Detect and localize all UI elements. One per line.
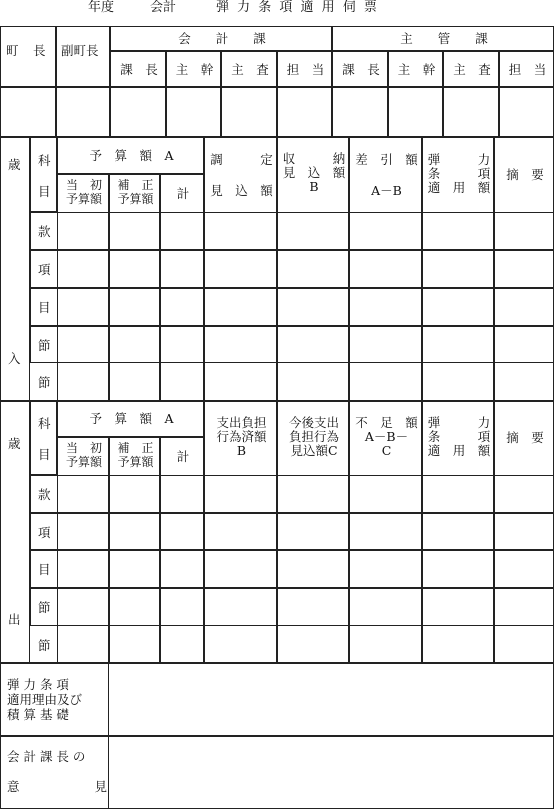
revenue-initial-1: 当 初	[65, 178, 102, 192]
expenditure-done-3: B	[236, 443, 247, 458]
expenditure-flex-1: 弾 力	[427, 415, 491, 430]
rev-row	[30, 212, 554, 250]
mayor-label: 町 長	[6, 43, 47, 58]
revenue-flex-3: 適 用 額	[427, 180, 491, 195]
rev-row	[30, 288, 554, 326]
expenditure-flex-3: 適 用 額	[427, 443, 491, 458]
expenditure-summary: 摘 要	[506, 430, 544, 445]
revenue-side-top: 歳	[8, 157, 21, 172]
expenditure-future-3: 見込額C	[290, 443, 338, 458]
role-label: 課 長	[342, 62, 380, 77]
revenue-flex-2: 条 項	[427, 166, 491, 181]
form-title: 弾 力 条 項 適 用 伺 票	[216, 0, 379, 15]
reason-label-1: 弾 力 条 項	[7, 677, 69, 692]
main-section-label: 主 管 課	[400, 31, 488, 46]
expenditure-item-moku: 目	[38, 447, 51, 462]
revenue-item-moku: 目	[38, 184, 51, 199]
revenue-adjusted-1: 調 定	[210, 152, 273, 167]
revenue-row-kou: 項	[38, 262, 51, 277]
opinion-block	[0, 736, 554, 809]
expenditure-side-top: 歳	[8, 436, 21, 451]
expenditure-future-2: 負担行為	[288, 429, 339, 444]
revenue-expected-1: 収 納	[282, 151, 346, 166]
rev-row	[30, 250, 554, 288]
revenue-diff-2: A－B	[371, 183, 402, 198]
expenditure-item-ka: 科	[38, 416, 51, 431]
revenue-summary: 摘 要	[506, 167, 544, 182]
revenue-expected-2: 見 込 額	[282, 165, 346, 180]
fiscal-year-label: 年度	[88, 0, 115, 15]
role-label: 主 査	[231, 62, 269, 77]
revenue-item-ka: 科	[38, 153, 51, 168]
role-label: 主 幹	[397, 62, 436, 77]
role-label: 担 当	[508, 62, 547, 77]
expenditure-row-setsu: 節	[38, 638, 51, 653]
expenditure-done-2: 行為済額	[216, 429, 267, 444]
expenditure-initial-1: 当 初	[65, 441, 102, 455]
revenue-item-head	[30, 137, 57, 212]
expenditure-shortage-1: 不 足 額	[355, 415, 418, 430]
expenditure-done-1: 支出負担	[216, 415, 267, 430]
exp-row	[30, 513, 554, 550]
revenue-row-setsu: 節	[38, 338, 51, 353]
expenditure-row-kan: 款	[38, 487, 51, 502]
revenue-diff-1: 差 引 額	[355, 152, 418, 167]
opinion-label-1: 会 計 課 長 の	[7, 749, 86, 764]
revenue-budget-a: 予 算 額 A	[89, 148, 174, 163]
revenue-expected-3: B	[309, 179, 319, 194]
revenue-adjusted-2: 見 込 額	[210, 183, 273, 198]
opinion-label-2: 意 見	[7, 779, 108, 794]
revenue-total: 計	[176, 186, 190, 201]
expenditure-side-bottom: 出	[8, 612, 21, 627]
reason-label-3: 積 算 基 礎	[7, 707, 69, 722]
expenditure-flex-2: 条 項	[427, 429, 491, 444]
expenditure-row-setsu: 節	[38, 600, 51, 615]
revenue-revised-2: 予算額	[117, 192, 154, 206]
role-label: 担 当	[286, 62, 325, 77]
exp-row	[30, 588, 554, 626]
expenditure-shortage-2: A－B－	[364, 429, 409, 444]
expenditure-row-moku: 目	[38, 562, 51, 577]
exp-row	[30, 475, 554, 513]
expenditure-total: 計	[176, 449, 190, 464]
revenue-row-setsu: 節	[38, 375, 51, 390]
expenditure-budget-a: 予 算 額 A	[89, 411, 174, 426]
expenditure-row-kou: 項	[38, 525, 51, 540]
expenditure-future-1: 今後支出	[288, 415, 339, 430]
role-label: 課 長	[120, 62, 158, 77]
role-label: 主 幹	[175, 62, 214, 77]
revenue-row-moku: 目	[38, 300, 51, 315]
revenue-row-kan: 款	[38, 224, 51, 239]
role-label: 主 査	[453, 62, 491, 77]
expenditure-revised-1: 補 正	[117, 441, 154, 455]
revenue-flex-1: 弾 力	[427, 152, 491, 167]
revenue-revised-1: 補 正	[117, 178, 154, 192]
expenditure-revised-2: 予算額	[117, 455, 154, 469]
revenue-initial-2: 予算額	[65, 192, 102, 206]
reason-label-2: 適用理由及び	[7, 692, 83, 707]
expenditure-initial-2: 予算額	[65, 455, 102, 469]
accounting-section-label: 会 計 課	[178, 31, 266, 46]
accounting-label: 会計	[150, 0, 177, 15]
expenditure-shortage-3: C	[381, 443, 392, 458]
exp-row	[30, 550, 554, 588]
rev-row	[30, 326, 554, 363]
revenue-side-bottom: 入	[8, 351, 21, 366]
deputy-mayor-label: 副町長	[61, 43, 99, 58]
exp-item-head	[30, 401, 57, 475]
